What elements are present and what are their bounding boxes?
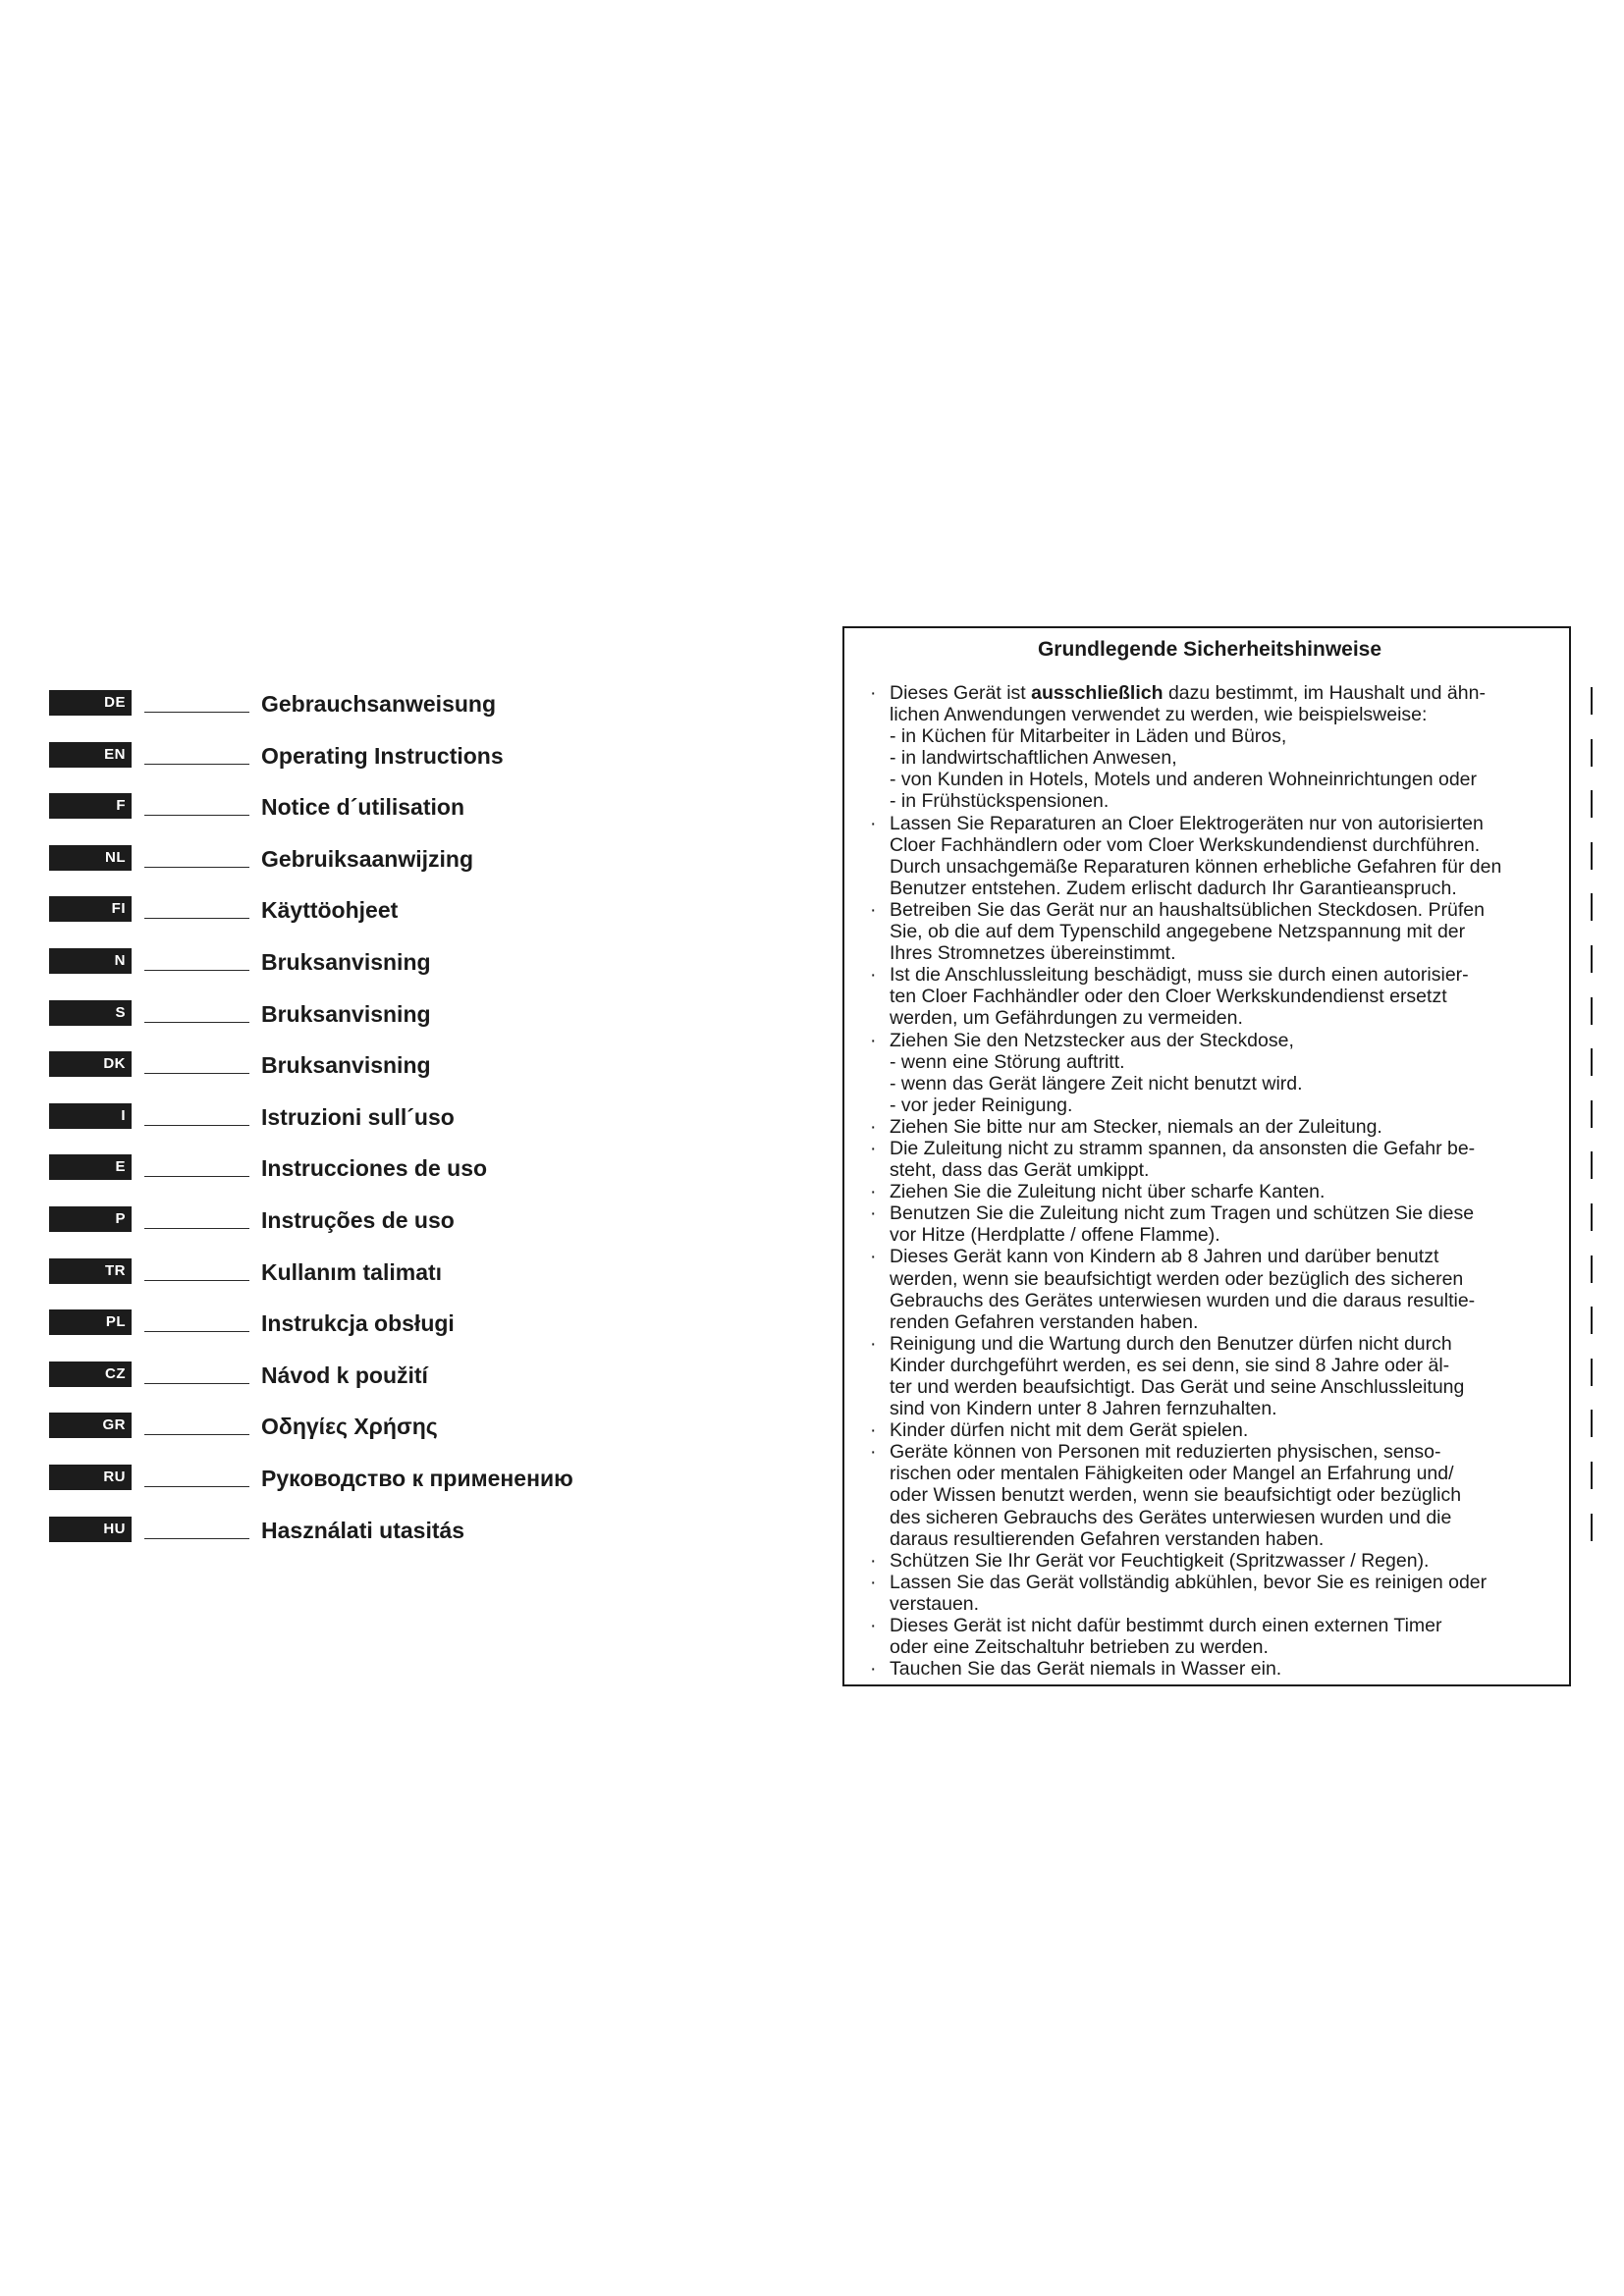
bullet-icon: ·: [870, 898, 877, 921]
language-index: [49, 682, 736, 1556]
bullet-icon: ·: [870, 1571, 877, 1593]
language-code-badge: P: [49, 1206, 132, 1232]
safety-text: dazu bestimmt, im Haushalt und ähn-: [1163, 682, 1486, 704]
safety-item-line: Ist die Anschlussleitung beschädigt, muss sie durch einen autorisier-: [890, 964, 1469, 987]
safety-item-line: - von Kunden in Hotels, Motels und anderen Wohneinrichtungen oder: [890, 769, 1478, 791]
edge-tick: [1591, 997, 1593, 1025]
edge-tick: [1591, 1462, 1593, 1489]
edge-tick: [1591, 1100, 1593, 1128]
language-row: [49, 1354, 736, 1393]
safety-item-line: daraus resultierenden Gefahren verstanden haben.: [890, 1527, 1325, 1550]
language-code-badge: PL: [49, 1309, 132, 1335]
bullet-icon: ·: [870, 1332, 877, 1355]
language-title: Gebrauchsanweisung: [261, 691, 497, 717]
language-row: [49, 1199, 736, 1238]
language-row: [49, 682, 736, 721]
safety-item: [866, 1138, 1553, 1181]
language-row: [49, 734, 736, 774]
safety-item: [866, 1550, 1553, 1572]
safety-item: [866, 1116, 1553, 1138]
language-title: Operating Instructions: [261, 742, 504, 769]
language-row: [49, 785, 736, 825]
language-title: Istruzioni sull´uso: [261, 1103, 455, 1130]
safety-item: [866, 964, 1553, 1029]
language-row: [49, 837, 736, 877]
language-title: Instruções de uso: [261, 1207, 455, 1233]
safety-item: [866, 1441, 1553, 1549]
language-code-badge: N: [49, 948, 132, 974]
safety-item-line: werden, um Gefährdungen zu vermeiden.: [890, 1007, 1243, 1030]
safety-item: [866, 1572, 1553, 1615]
safety-item-line: Sie, ob die auf dem Typenschild angegebene Netzspannung mit der: [890, 921, 1466, 943]
safety-item-line: steht, dass das Gerät umkippt.: [890, 1159, 1150, 1182]
leader-line: [144, 1073, 249, 1074]
edge-tick: [1591, 1048, 1593, 1076]
safety-item: [866, 1658, 1553, 1680]
bullet-icon: ·: [870, 1658, 877, 1681]
safety-notice-box: [842, 626, 1571, 1686]
edge-tick: [1591, 1359, 1593, 1386]
safety-item-line: vor Hitze (Herdplatte / offene Flamme).: [890, 1224, 1220, 1247]
language-code-badge: EN: [49, 742, 132, 768]
safety-title: Grundlegende Sicherheitshinweise: [1037, 638, 1382, 661]
language-row: [49, 1457, 736, 1496]
leader-line: [144, 918, 249, 919]
safety-item-line: - wenn das Gerät längere Zeit nicht benutzt wird.: [890, 1072, 1303, 1095]
safety-item-line: verstauen.: [890, 1592, 980, 1615]
language-title: Návod k použití: [261, 1362, 428, 1388]
leader-line: [144, 1331, 249, 1332]
language-code-badge: F: [49, 793, 132, 819]
safety-item-line: sind von Kindern unter 8 Jahren fernzuhalten.: [890, 1398, 1277, 1420]
leader-line: [144, 1383, 249, 1384]
edge-tick: [1591, 1307, 1593, 1334]
safety-item-line: Schützen Sie Ihr Gerät vor Feuchtigkeit (Spritzwasser / Regen).: [890, 1549, 1430, 1572]
language-code-badge: DK: [49, 1051, 132, 1077]
bullet-icon: ·: [870, 1246, 877, 1268]
safety-item-line: - in landwirtschaftlichen Anwesen,: [890, 747, 1177, 770]
safety-item-line: Kinder durchgeführt werden, es sei denn, sie sind 8 Jahre oder äl-: [890, 1354, 1450, 1376]
bullet-icon: ·: [870, 1549, 877, 1572]
safety-item-line: Geräte können von Personen mit reduzierten physischen, senso-: [890, 1441, 1441, 1464]
bullet-icon: ·: [870, 964, 877, 987]
language-row: [49, 1405, 736, 1444]
safety-item-line: - in Frühstückspensionen.: [890, 790, 1110, 813]
safety-item: [866, 1333, 1553, 1419]
language-code-badge: DE: [49, 690, 132, 716]
safety-item-line: Lassen Sie das Gerät vollständig abkühlen, bevor Sie es reinigen oder: [890, 1571, 1488, 1593]
bullet-icon: ·: [870, 1419, 877, 1442]
leader-line: [144, 1228, 249, 1229]
bullet-icon: ·: [870, 1115, 877, 1138]
safety-item: [866, 1202, 1553, 1246]
bullet-icon: ·: [870, 812, 877, 834]
bullet-icon: ·: [870, 682, 877, 704]
safety-item-line: - in Küchen für Mitarbeiter in Läden und Büros,: [890, 725, 1287, 748]
edge-tick: [1591, 945, 1593, 973]
leader-line: [144, 1434, 249, 1435]
safety-item-line: [890, 682, 1553, 704]
edge-tick: [1591, 1151, 1593, 1179]
edge-tick: [1591, 1410, 1593, 1437]
safety-item-line: Ziehen Sie die Zuleitung nicht über scharfe Kanten.: [890, 1181, 1326, 1203]
language-row: [49, 1509, 736, 1548]
edge-tick: [1591, 790, 1593, 818]
language-title: Bruksanvisning: [261, 1000, 431, 1027]
leader-line: [144, 867, 249, 868]
safety-item: [866, 1181, 1553, 1202]
safety-item-line: Ziehen Sie den Netzstecker aus der Steckdose,: [890, 1029, 1294, 1051]
leader-line: [144, 1486, 249, 1487]
safety-item-line: Gebrauchs des Gerätes unterwiesen wurden und die daraus resultie-: [890, 1289, 1476, 1311]
safety-item-line: Benutzer entstehen. Zudem erlischt dadurch Ihr Garantieanspruch.: [890, 877, 1457, 899]
edge-tick-marks: [1591, 687, 1597, 1551]
edge-tick: [1591, 1255, 1593, 1283]
safety-text: Dieses Gerät ist: [890, 682, 1032, 704]
safety-item: [866, 1246, 1553, 1332]
language-code-badge: HU: [49, 1517, 132, 1542]
safety-item: [866, 1419, 1553, 1441]
language-title: Gebruiksaanwijzing: [261, 845, 473, 872]
safety-emphasis: ausschließlich: [1031, 682, 1164, 704]
safety-item-line: oder Wissen benutzt werden, wenn sie beaufsichtigt oder bezüglich: [890, 1484, 1462, 1507]
language-title: Руководство к применению: [261, 1466, 573, 1491]
language-title: Bruksanvisning: [261, 1052, 431, 1079]
edge-tick: [1591, 1203, 1593, 1231]
language-code-badge: E: [49, 1154, 132, 1180]
safety-item-line: Die Zuleitung nicht zu stramm spannen, da ansonsten die Gefahr be-: [890, 1137, 1476, 1159]
safety-item: [866, 1615, 1553, 1658]
bullet-icon: ·: [870, 1202, 877, 1225]
safety-item-line: oder eine Zeitschaltuhr betrieben zu werden.: [890, 1636, 1269, 1659]
safety-item-line: Dieses Gerät kann von Kindern ab 8 Jahren und darüber benutzt: [890, 1246, 1439, 1268]
safety-item: [866, 813, 1553, 899]
safety-item-line: Dieses Gerät ist nicht dafür bestimmt durch einen externen Timer: [890, 1615, 1442, 1637]
safety-item-line: renden Gefahren verstanden haben.: [890, 1310, 1199, 1333]
language-row: [49, 888, 736, 928]
safety-item-line: ter und werden beaufsichtigt. Das Gerät und seine Anschlussleitung: [890, 1376, 1465, 1398]
leader-line: [144, 815, 249, 816]
safety-item-line: Benutzen Sie die Zuleitung nicht zum Tragen und schützen Sie diese: [890, 1202, 1475, 1225]
safety-item-line: - vor jeder Reinigung.: [890, 1094, 1073, 1116]
leader-line: [144, 712, 249, 713]
safety-item-line: Reinigung und die Wartung durch den Benutzer dürfen nicht durch: [890, 1332, 1452, 1355]
safety-item-line: ten Cloer Fachhändler oder den Cloer Werkskundendienst ersetzt: [890, 986, 1447, 1008]
safety-item-line: Ziehen Sie bitte nur am Stecker, niemals an der Zuleitung.: [890, 1115, 1382, 1138]
leader-line: [144, 1176, 249, 1177]
language-code-badge: I: [49, 1103, 132, 1129]
leader-line: [144, 1022, 249, 1023]
safety-item-line: des sicheren Gebrauchs des Gerätes unterwiesen wurden und die: [890, 1506, 1452, 1528]
bullet-icon: ·: [870, 1615, 877, 1637]
leader-line: [144, 1125, 249, 1126]
language-title: Οδηγίες Χρήσης: [261, 1414, 438, 1440]
leader-line: [144, 1280, 249, 1281]
safety-item: [866, 1030, 1553, 1116]
safety-item-line: Ihres Stromnetzes übereinstimmt.: [890, 942, 1176, 965]
safety-item-line: Tauchen Sie das Gerät niemals in Wasser ein.: [890, 1658, 1282, 1681]
edge-tick: [1591, 1514, 1593, 1541]
language-row: [49, 1147, 736, 1186]
leader-line: [144, 970, 249, 971]
safety-item: [866, 682, 1553, 813]
safety-item-line: lichen Anwendungen verwendet zu werden, wie beispielsweise:: [890, 704, 1428, 726]
safety-item-line: Lassen Sie Reparaturen an Cloer Elektrogeräten nur von autorisierten: [890, 812, 1484, 834]
language-row: [49, 1302, 736, 1341]
safety-item: [866, 899, 1553, 964]
safety-item-line: Durch unsachgemäße Reparaturen können erhebliche Gefahren für den: [890, 855, 1502, 878]
language-title: Bruksanvisning: [261, 949, 431, 975]
edge-tick: [1591, 739, 1593, 767]
language-code-badge: FI: [49, 896, 132, 922]
edge-tick: [1591, 687, 1593, 715]
leader-line: [144, 764, 249, 765]
leader-line: [144, 1538, 249, 1539]
language-row: [49, 992, 736, 1032]
language-code-badge: CZ: [49, 1362, 132, 1387]
bullet-icon: ·: [870, 1181, 877, 1203]
language-code-badge: S: [49, 1000, 132, 1026]
safety-item-line: werden, wenn sie beaufsichtigt werden oder bezüglich des sicheren: [890, 1267, 1464, 1290]
edge-tick: [1591, 842, 1593, 870]
language-code-badge: NL: [49, 845, 132, 871]
language-title: Instrucciones de uso: [261, 1155, 488, 1182]
safety-item-line: Cloer Fachhändlern oder vom Cloer Werkskundendienst durchführen.: [890, 833, 1481, 856]
safety-list: [866, 682, 1553, 1680]
language-code-badge: GR: [49, 1413, 132, 1438]
language-row: [49, 1095, 736, 1135]
bullet-icon: ·: [870, 1029, 877, 1051]
safety-item-line: Kinder dürfen nicht mit dem Gerät spielen.: [890, 1419, 1249, 1442]
bullet-icon: ·: [870, 1137, 877, 1159]
language-code-badge: RU: [49, 1465, 132, 1490]
language-title: Käyttöohjeet: [261, 897, 399, 924]
safety-item-line: Betreiben Sie das Gerät nur an haushaltsüblichen Steckdosen. Prüfen: [890, 898, 1485, 921]
language-row: [49, 1251, 736, 1290]
language-title: Notice d´utilisation: [261, 794, 464, 821]
language-row: [49, 1043, 736, 1083]
edge-tick: [1591, 893, 1593, 921]
language-code-badge: TR: [49, 1258, 132, 1284]
safety-item-line: rischen oder mentalen Fähigkeiten oder Mangel an Erfahrung und/: [890, 1463, 1454, 1485]
language-title: Kullanım talimatı: [261, 1258, 443, 1285]
language-title: Használati utasitás: [261, 1517, 465, 1543]
bullet-icon: ·: [870, 1441, 877, 1464]
language-row: [49, 940, 736, 980]
safety-item-line: - wenn eine Störung auftritt.: [890, 1050, 1125, 1073]
language-title: Instrukcja obsługi: [261, 1310, 455, 1337]
